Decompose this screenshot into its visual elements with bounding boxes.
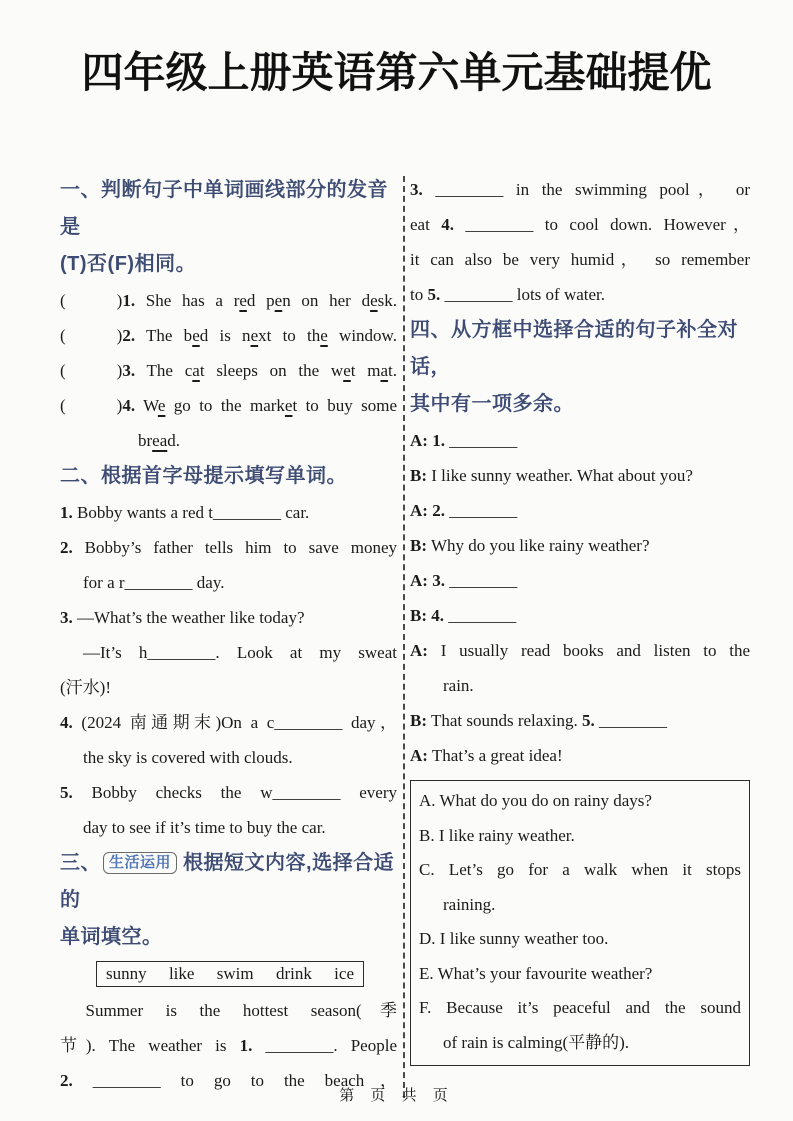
text-line: 一、判断句子中单词画线部分的发音是 <box>60 179 388 238</box>
text-line: A: 1. ________ <box>410 431 518 450</box>
text-line: B: I like sunny weather. What about you? <box>410 466 693 485</box>
underlined-letters: ea <box>152 431 168 450</box>
text-line: A: 3. ________ <box>410 571 518 590</box>
text-line: rain. <box>443 676 474 695</box>
section3-passage <box>60 993 397 1098</box>
text-line: B: That sounds relaxing. 5. ________ <box>410 711 668 730</box>
text-line: it can also be very humid， so remember <box>410 250 750 269</box>
two-column-body <box>60 172 750 1098</box>
section1-heading <box>60 172 397 283</box>
text-line: B. I like rainy weather. <box>419 825 575 845</box>
text-line: A: That’s a great idea! <box>410 746 563 765</box>
text-line: A. What do you do on rainy days? <box>419 791 652 810</box>
underlined-letters: e <box>284 396 293 415</box>
page-footer: 第 页 共 页 <box>339 1087 454 1104</box>
usage-tag-label: 生活运用 <box>103 852 177 874</box>
text-line: 三、 生活运用 根据短文内容,选择合适的 <box>60 852 395 911</box>
word-bank-word: like <box>168 964 195 983</box>
text-line: (汗水)! <box>60 678 111 697</box>
text-line: D. I like sunny weather too. <box>419 929 609 948</box>
underlined-letters: e <box>370 291 378 310</box>
text-line: 2. ________ to go to the beach， <box>60 1071 397 1090</box>
text-line: 5. Bobby checks the w________ every <box>60 783 397 802</box>
text-line: for a r________ day. <box>83 573 225 592</box>
section2-items <box>60 495 397 845</box>
options-box <box>410 780 750 1066</box>
text-line: F. Because it’s peaceful and the sound <box>419 998 741 1017</box>
underlined-letters: e <box>343 361 351 380</box>
text-line: ( )2. The bed is next to the window. <box>60 326 397 345</box>
text-line: A: I usually read books and listen to the <box>410 641 750 660</box>
underlined-letters: e <box>157 396 166 415</box>
text-line: 二、根据首字母提示填写单词。 <box>60 465 347 487</box>
section1-items <box>60 283 397 458</box>
text-line: 3. ________ in the swimming pool， or <box>410 180 750 199</box>
text-line: ( )1. She has a red pen on her desk. <box>60 291 397 310</box>
section4-dialogue <box>410 423 750 773</box>
page-title: 四年级上册英语第六单元基础提优 <box>81 49 712 96</box>
text-line: bread. <box>138 431 181 450</box>
underlined-letters: e <box>274 291 283 310</box>
text-line: ( )3. The cat sleeps on the wet mat. <box>60 361 397 380</box>
text-line: 3. —What’s the weather like today? <box>60 608 305 627</box>
section3-passage-continued <box>410 172 750 312</box>
underlined-letters: a <box>192 361 200 380</box>
text-line: C. Let’s go for a walk when it stops <box>419 860 741 879</box>
text-line: raining. <box>443 894 496 914</box>
text-line: 单词填空。 <box>60 926 163 948</box>
underlined-letters: e <box>192 326 200 345</box>
text-line: —It’s h________. Look at my sweat <box>83 643 397 662</box>
section2-heading <box>60 458 397 495</box>
word-bank-box <box>96 961 364 987</box>
right-column <box>410 172 750 1098</box>
word-bank-word: swim <box>216 964 254 983</box>
word-bank-word: ice <box>334 964 354 983</box>
text-line: A: 2. ________ <box>410 501 518 520</box>
text-line: 四、从方框中选择合适的句子补全对话， <box>410 319 738 378</box>
text-line: of rain is calming(平静的). <box>443 1032 630 1052</box>
text-line: eat 4. ________ to cool down. However， <box>410 215 750 234</box>
section4-heading <box>410 312 750 423</box>
text-line: 节). The weather is 1. ________. People <box>60 1036 397 1055</box>
section3-heading <box>60 845 397 956</box>
text-line: 其中有一项多余。 <box>410 393 574 415</box>
underlined-letters: e <box>320 326 328 345</box>
text-line: (T)否(F)相同。 <box>60 253 197 275</box>
text-line: B: 4. ________ <box>410 606 517 625</box>
text-line: ( )4. We go to the market to buy some <box>60 396 397 415</box>
text-line: the sky is covered with clouds. <box>83 748 293 767</box>
left-column <box>60 172 397 1098</box>
word-bank-word: sunny <box>106 964 147 983</box>
text-line: E. What’s your favourite weather? <box>419 963 653 983</box>
text-line: to 5. ________ lots of water. <box>410 285 606 304</box>
underlined-letters: e <box>239 291 247 310</box>
text-line: 2. Bobby’s father tells him to save money <box>60 538 397 557</box>
text-line: B: Why do you like rainy weather? <box>410 536 650 555</box>
underlined-letters: e <box>250 326 259 345</box>
text-line: 4. (2024 南通期末)On a c________ day， <box>60 713 397 732</box>
text-line: 1. Bobby wants a red t________ car. <box>60 503 310 522</box>
underlined-letters: a <box>380 361 389 380</box>
word-bank-word: drink <box>275 964 312 983</box>
column-divider <box>403 176 405 1098</box>
text-line: day to see if it’s time to buy the car. <box>83 818 326 837</box>
text-line: Summer is the hottest season(季 <box>60 1001 397 1020</box>
